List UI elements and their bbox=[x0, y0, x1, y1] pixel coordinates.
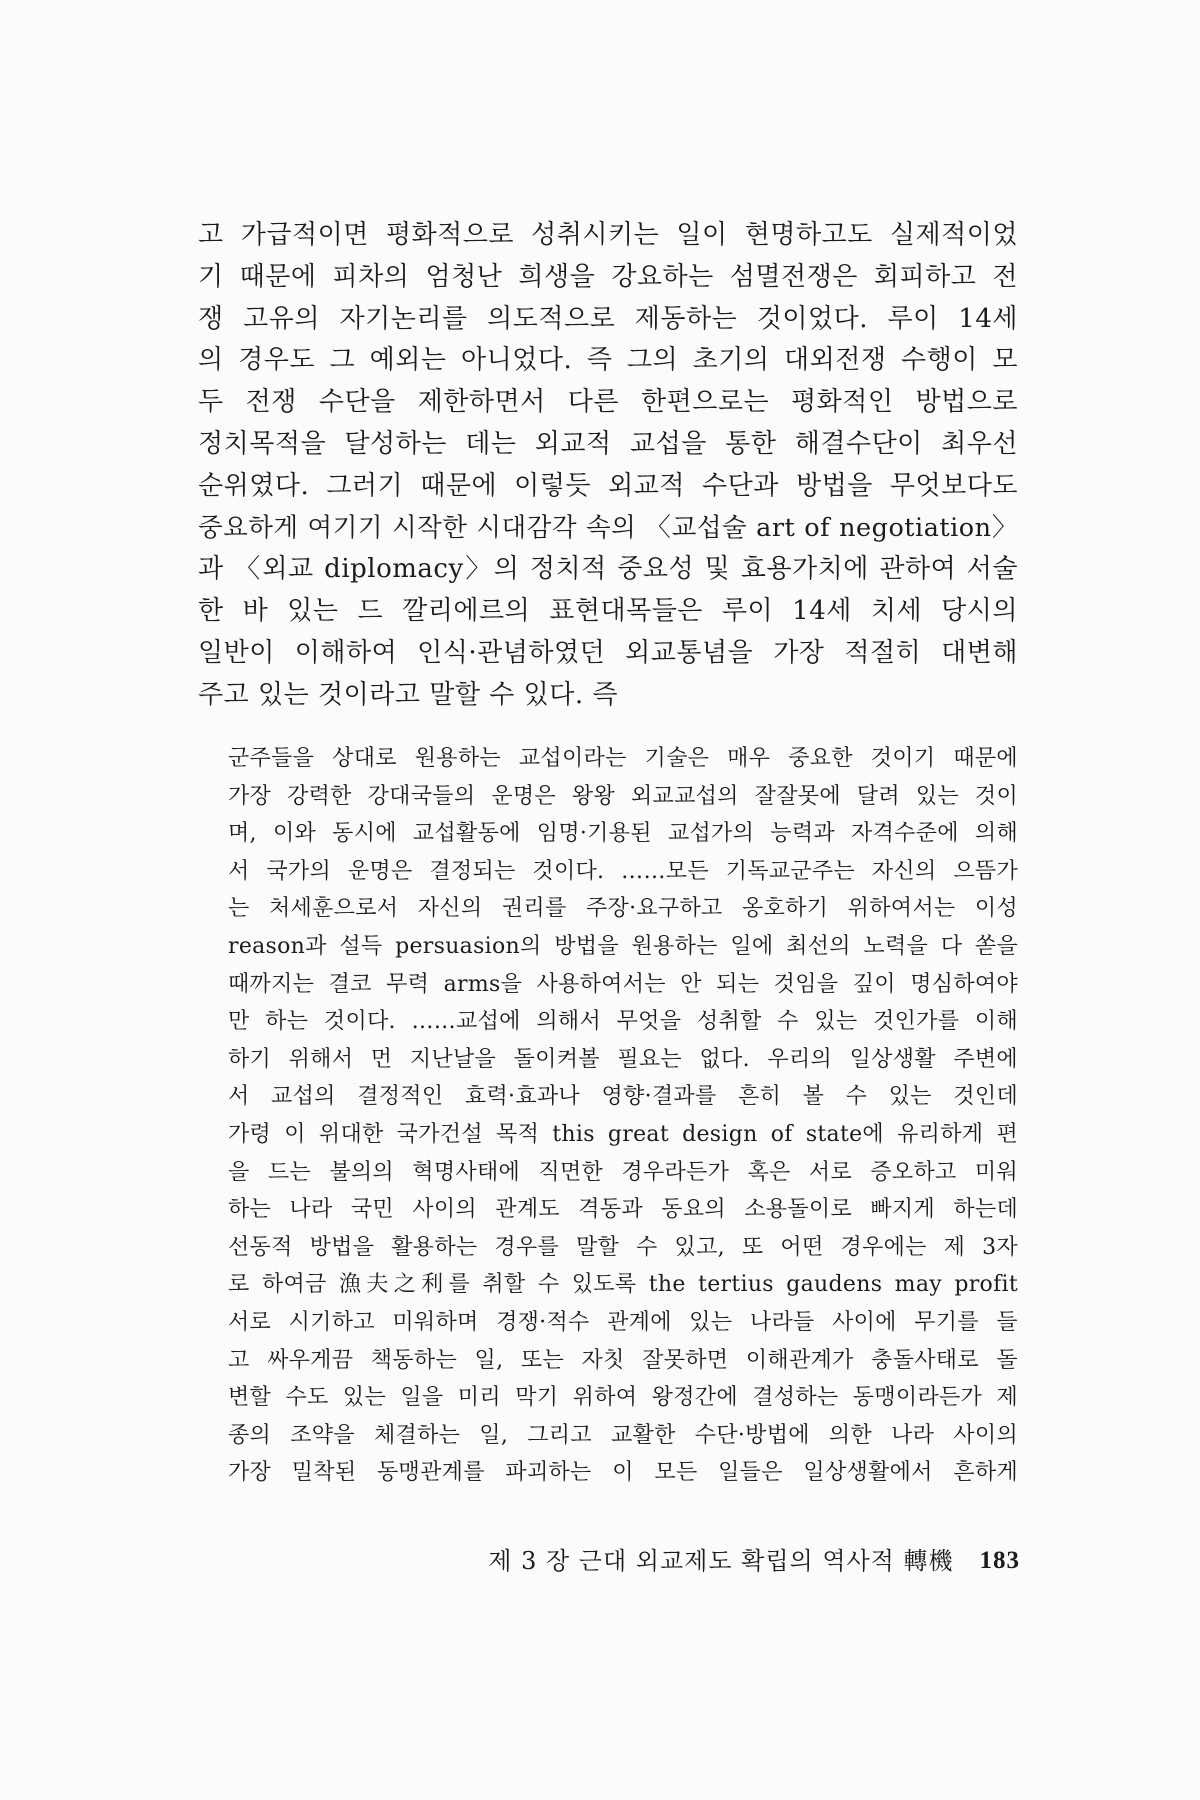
text-line: 주고 있는 것이라고 말할 수 있다. 즉 bbox=[198, 679, 618, 710]
text-line: 기 때문에 피차의 엄청난 희생을 강요하는 섬멸전쟁은 회피하고 전 bbox=[198, 261, 1018, 292]
running-footer bbox=[480, 1543, 1020, 1579]
quote-line: 하기 위해서 먼 지난날을 돌이켜볼 필요는 없다. 우리의 일상생활 주변에 bbox=[228, 1046, 1018, 1072]
quote-line: 만 하는 것이다. ……교섭에 의해서 무엇을 성취할 수 있는 것인가를 이해 bbox=[228, 1009, 1018, 1035]
quote-line: 가장 밀착된 동맹관계를 파괴하는 이 모든 일들은 일상생활에서 흔하게 bbox=[228, 1460, 1018, 1486]
quote-line: 때까지는 결코 무력 arms을 사용하여서는 안 되는 것임을 깊이 명심하여야 bbox=[228, 971, 1018, 997]
quote-line: 가령 이 위대한 국가건설 목적 this great design of state에 유리하게 편 bbox=[228, 1121, 1018, 1147]
text-line: 두 전쟁 수단을 제한하면서 다른 한편으로는 평화적인 방법으로 bbox=[198, 387, 1018, 418]
block-quote bbox=[228, 740, 1018, 1492]
quote-line: 을 드는 불의의 혁명사태에 직면한 경우라든가 혹은 서로 증오하고 미워 bbox=[228, 1159, 1018, 1185]
quote-line: 가장 강력한 강대국들의 운명은 왕왕 외교교섭의 잘잘못에 달려 있는 것이 bbox=[228, 783, 1018, 809]
quote-line: 서 국가의 운명은 결정되는 것이다. ……모든 기독교군주는 자신의 으뜸가 bbox=[228, 858, 1018, 884]
text-line: 고 가급적이면 평화적으로 성취시키는 일이 현명하고도 실제적이었 bbox=[198, 220, 1018, 250]
quote-line: 로 하여금 漁夫之利를 취할 수 있도록 the tertius gaudens may profit bbox=[228, 1272, 1018, 1298]
quote-line: 선동적 방법을 활용하는 경우를 말할 수 있고, 또 어떤 경우에는 제 3자 bbox=[228, 1234, 1018, 1260]
quote-line: 군주들을 상대로 원용하는 교섭이라는 기술은 매우 중요한 것이기 때문에 bbox=[228, 746, 1018, 771]
chapter-title: 제 3 장 근대 외교제도 확립의 역사적 轉機 bbox=[488, 1547, 954, 1575]
text-line: 쟁 고유의 자기논리를 의도적으로 제동하는 것이었다. 루이 14세 bbox=[198, 303, 1018, 334]
text-line: 순위였다. 그러기 때문에 이렇듯 외교적 수단과 방법을 무엇보다도 bbox=[198, 470, 1018, 501]
quote-line: 서 교섭의 결정적인 효력·효과나 영향·결과를 흔히 볼 수 있는 것인데 bbox=[228, 1084, 1018, 1110]
quote-line: 며, 이와 동시에 교섭활동에 임명·기용된 교섭가의 능력과 자격수준에 의해 bbox=[228, 821, 1018, 847]
page-number: 183 bbox=[979, 1547, 1020, 1574]
quote-line: 서로 시기하고 미워하며 경쟁·적수 관계에 있는 나라들 사이에 무기를 들 bbox=[228, 1309, 1018, 1335]
text-line: 과 〈외교 diplomacy〉의 정치적 중요성 및 효용가치에 관하여 서술 bbox=[198, 554, 1018, 585]
quote-line: 고 싸우게끔 책동하는 일, 또는 자칫 잘못하면 이해관계가 충돌사태로 돌 bbox=[228, 1347, 1018, 1373]
quote-line: reason과 설득 persuasion의 방법을 원용하는 일에 최선의 노력을 다 쏟을 bbox=[228, 933, 1018, 959]
quote-line: 종의 조약을 체결하는 일, 그리고 교활한 수단·방법에 의한 나라 사이의 bbox=[228, 1422, 1018, 1448]
quote-line: 는 처세훈으로서 자신의 권리를 주장·요구하고 옹호하기 위하여서는 이성 bbox=[228, 896, 1018, 922]
text-line: 정치목적을 달성하는 데는 외교적 교섭을 통한 해결수단이 최우선 bbox=[198, 428, 1018, 459]
text-line: 일반이 이해하여 인식·관념하였던 외교통념을 가장 적절히 대변해 bbox=[198, 637, 1018, 668]
text-line: 의 경우도 그 예외는 아니었다. 즉 그의 초기의 대외전쟁 수행이 모 bbox=[198, 345, 1018, 376]
body-paragraph bbox=[198, 215, 1018, 717]
text-line: 한 바 있는 드 깔리에르의 표현대목들은 루이 14세 치세 당시의 bbox=[198, 596, 1018, 627]
quote-line: 하는 나라 국민 사이의 관계도 격동과 동요의 소용돌이로 빠지게 하는데 bbox=[228, 1197, 1018, 1223]
quote-line: 변할 수도 있는 일을 미리 막기 위하여 왕정간에 결성하는 동맹이라든가 제 bbox=[228, 1385, 1018, 1411]
text-line: 중요하게 여기기 시작한 시대감각 속의 〈교섭술 art of negotiation〉 bbox=[198, 512, 1018, 543]
